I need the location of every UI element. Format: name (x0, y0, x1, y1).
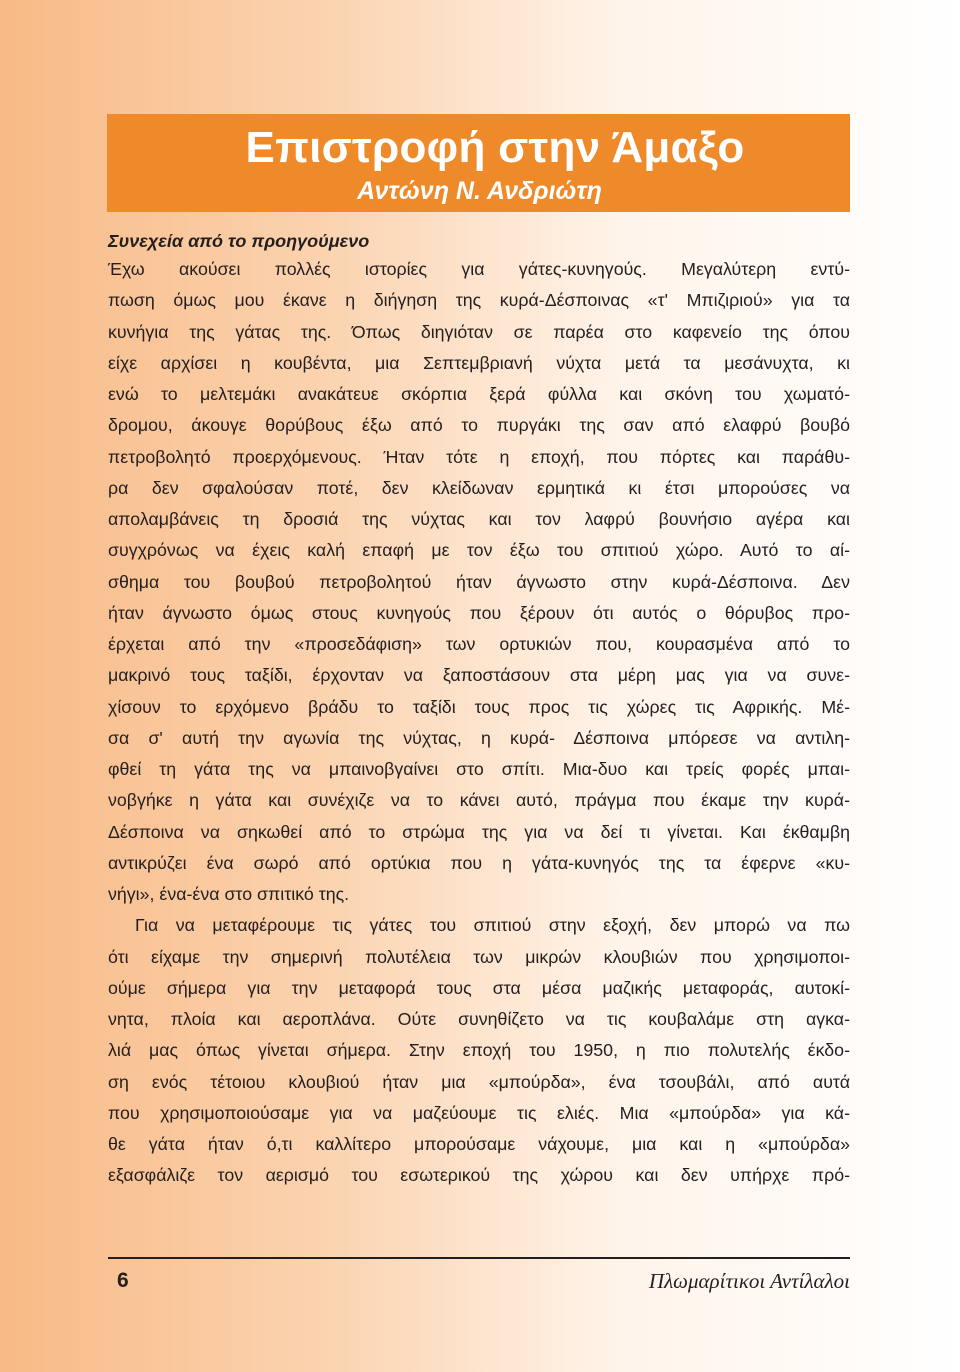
article-body (108, 254, 850, 1192)
body-line: φθεί τη γάτα της να μπαινοβγαίνει στο σπίτι. Μια-δυο και τρείς φορές μπαι- (108, 759, 850, 779)
body-line: θε γάτα ήταν ό,τι καλλίτερο μπορούσαμε νάχουμε, μια και η «μπούρδα» (108, 1134, 850, 1154)
article-author: Αντώνη Ν. Ανδριώτη (357, 177, 602, 205)
body-line: πωση όμως μου έκανε η διήγηση της κυρά-Δέσποινας «τ' Μπιζιριού» για τα (108, 290, 850, 311)
body-line: λιά μας όπως γίνεται σήμερα. Στην εποχή του 1950, η πιο πολυτελής έκδο- (108, 1040, 850, 1061)
body-line: κυνήγια της γάτας της. Όπως διηγιόταν σε παρέα στο καφενείο της όπου (108, 321, 850, 342)
footer-rule (108, 1257, 850, 1259)
body-line: που χρησιμοποιούσαμε για να μαζεύουμε τις ελιές. Μια «μπούρδα» για κά- (108, 1102, 850, 1123)
body-line: δρομου, άκουγε θορύβους έξω από το πυργάκι της σαν από ελαφρύ βουβό (108, 415, 850, 436)
body-line: έρχεται από την «προσεδάφιση» των ορτυκιών που, κουρασμένα από το (108, 634, 850, 654)
body-line: ενώ το μελτεμάκι ανακάτευε σκόρπια ξερά φύλλα και σκόνη του χωματό- (108, 384, 850, 404)
body-line: ούμε σήμερα για την μεταφορά τους στα μέσα μαζικής μεταφοράς, αυτοκί- (108, 977, 850, 998)
body-line: ρα δεν σφαλούσαν ποτέ, δεν κλείδωναν ερμητικά κι έτσι μπορούσες να (108, 477, 850, 498)
body-line: ότι είχαμε την σημερινή πολυτέλεια των μικρών κλουβιών που χρησιμοποι- (108, 946, 850, 967)
body-line: απολαμβάνεις τη δροσιά της νύχτας και τον λαφρύ βουνήσιο αγέρα και (108, 509, 850, 529)
title-banner (107, 114, 850, 212)
body-line: νητα, πλοία και αεροπλάνα. Ούτε συνηθίζετο να τις κουβαλάμε στη αγκα- (108, 1009, 850, 1029)
journal-name: Πλωμαρίτικοι Αντίλαλοι (648, 1269, 850, 1293)
body-line: νοβγήκε η γάτα και συνέχιζε να το κάνει αυτό, πράγμα που έκαμε την κυρά- (108, 790, 850, 811)
body-line: αντικρύζει ένα σωρό από ορτύκια που η γάτα-κυνηγός της τα έφερνε «κυ- (108, 852, 850, 873)
body-line: μακρινό τους ταξίδι, έρχονταν να ξαποστάσουν στα μέρη μας για να συνε- (108, 665, 850, 686)
body-line: είχε αρχίσει η κουβέντα, μια Σεπτεμβριανή νύχτα μετά τα μεσάνυχτα, κι (108, 352, 850, 373)
body-line: σθημα του βουβού πετροβολητού ήταν άγνωστο στην κυρά-Δέσποινα. Δεν (108, 571, 850, 592)
body-line: χίσουν το ερχόμενο βράδυ το ταξίδι τους προς τις χώρες τις Αφρικής. Μέ- (108, 696, 850, 717)
body-line: σα σ' αυτή την αγωνία της νύχτας, η κυρά- Δέσποινα μπόρεσε να αντιλη- (108, 727, 850, 748)
body-line: ση ενός τέτοιου κλουβιού ήταν μια «μπούρδα», ένα τσουβάλι, από αυτά (108, 1071, 850, 1092)
body-line: νήγι», ένα-ένα στο σπιτικό της. (108, 884, 350, 904)
body-line: εξασφάλιζε τον αερισμό του εσωτερικού της χώρου και δεν υπήρχε πρό- (108, 1165, 850, 1186)
body-line: Για να μεταφέρουμε τις γάτες του σπιτιού στην εξοχή, δεν μπορώ να πω (135, 915, 850, 936)
page-number: 6 (117, 1269, 129, 1292)
body-line: συγχρόνως να έχεις καλή επαφή με τον έξω του σπιτιού χώρο. Αυτό το αί- (108, 540, 850, 561)
body-line: ήταν άγνωστο όμως στους κυνηγούς που ξέρουν ότι αυτός ο θόρυβος προ- (108, 602, 850, 623)
body-line: Έχω ακούσει πολλές ιστορίες για γάτες-κυνηγούς. Μεγαλύτερη εντύ- (108, 259, 850, 279)
article-title: Επιστροφή στην Άμαξο (245, 123, 745, 172)
continued-label: Συνεχεία από το προηγούμενο (108, 231, 370, 251)
body-line: Δέσποινα να σηκωθεί από το στρώμα της για να δεί τι γίνεται. Και έκθαμβη (108, 821, 850, 842)
body-line: πετροβολητό προερχόμενους. Ήταν τότε η εποχή, που πόρτες και παράθυ- (108, 446, 850, 467)
